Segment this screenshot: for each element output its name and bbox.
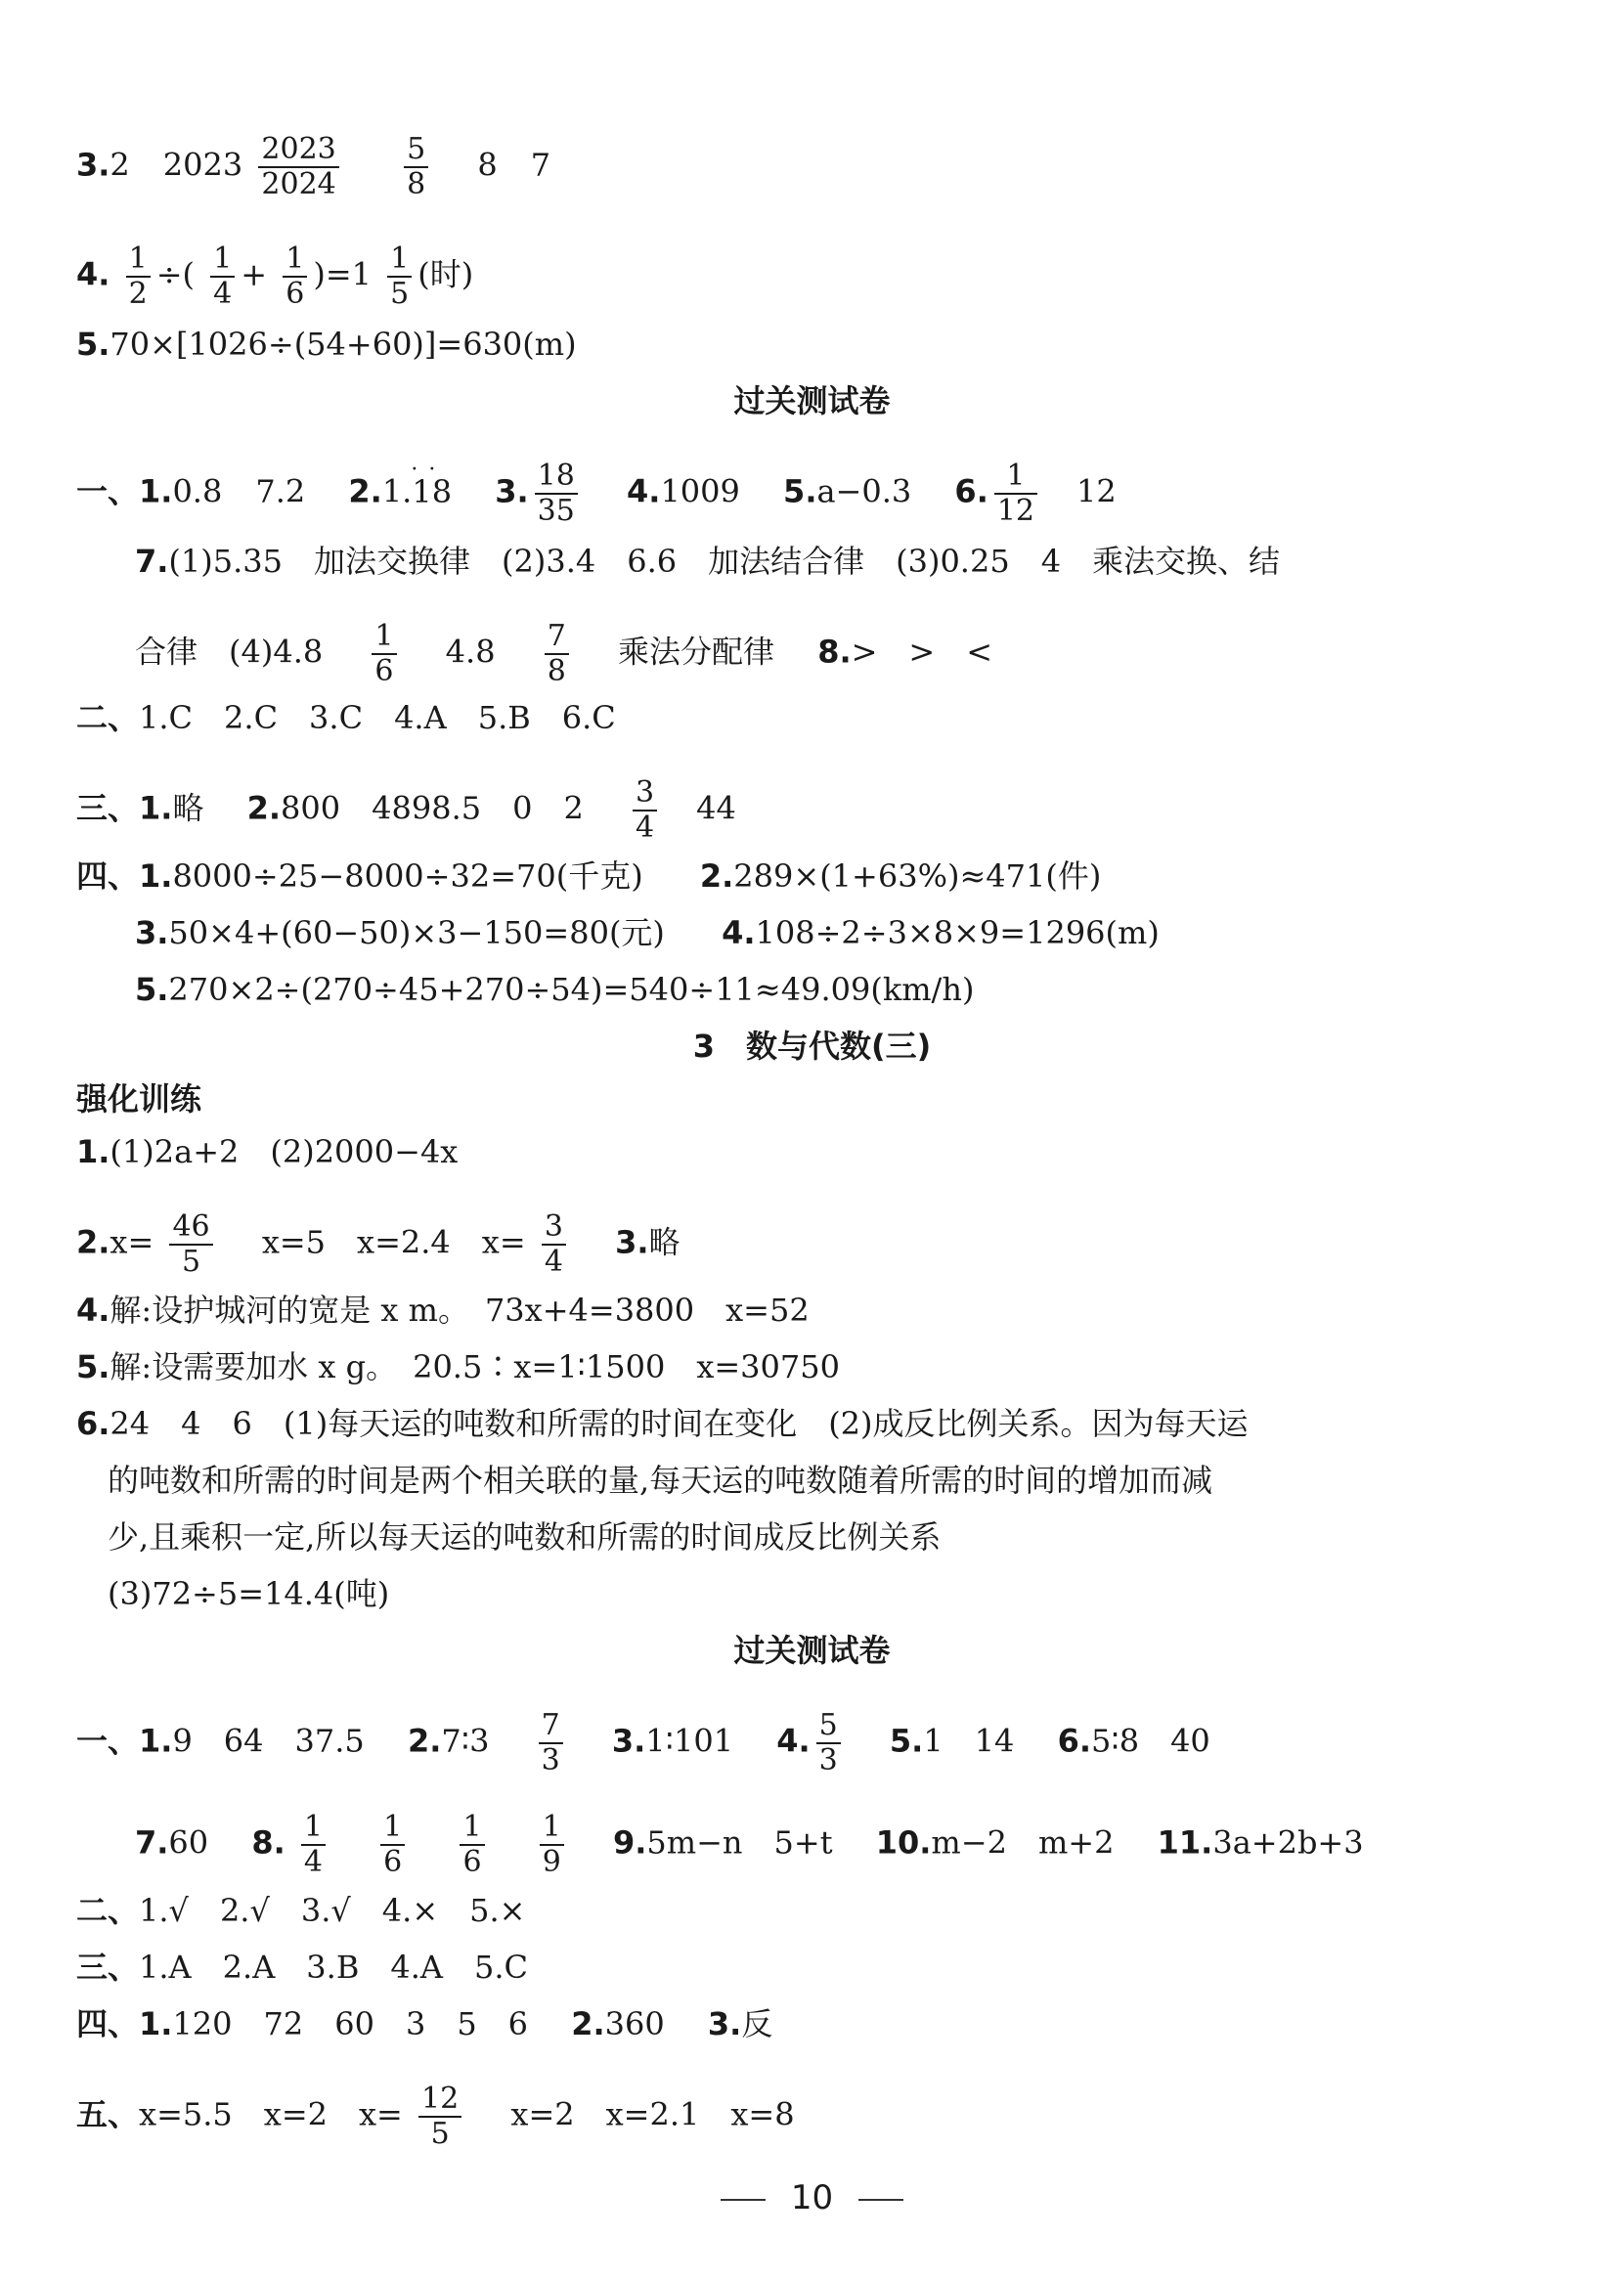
fraction: $\frac{7}{3}$ <box>539 1709 563 1777</box>
test2-row-2: 7.60 8. $\frac{1}{4}$ $\frac{1}{6}$ $\frac{1}{6}$ $\frac{1}{9}$ 9.5m−n 5+t 10.m−2 m+2 11.3a+2b+3 <box>135 1810 1364 1879</box>
test1-row-4: 二、1.C 2.C 3.C 4.A 5.B 6.C <box>76 699 616 736</box>
answer-q4: 4. $\frac{1}{2}$ ÷( $\frac{1}{4}$ + $\frac{1}{6}$ )=1 $\frac{1}{5}$ (时) <box>76 241 474 311</box>
fraction: $\frac{1}{4}$ <box>301 1811 326 1879</box>
page-number: 10 <box>0 2178 1624 2217</box>
chapter-title: 3 数与代数(三) <box>692 1028 932 1065</box>
fraction: $\frac{1}{6}$ <box>380 1811 405 1879</box>
section-title: 过关测试卷 <box>733 382 891 419</box>
fraction: $\frac{1}{12}$ <box>994 460 1037 528</box>
fraction: $\frac{3}{4}$ <box>542 1210 566 1279</box>
drill-row-1: 1.(1)2a+2 (2)2000−4x <box>76 1133 459 1170</box>
drill-row-4: 4.解:设护城河的宽是 x m。 73x+4=3800 x=52 <box>76 1292 810 1329</box>
drill-row-9: (3)72÷5=14.4(吨) <box>108 1575 390 1612</box>
fraction: $\frac{1}{5}$ <box>387 242 412 311</box>
test1-row-3: 合律 (4)4.8 $\frac{1}{6}$ 4.8 $\frac{7}{8}$ 乘法分配律 8.> > < <box>135 619 993 688</box>
fraction: $\frac{3}{4}$ <box>633 776 657 845</box>
fraction: $\frac{1}{6}$ <box>372 620 396 688</box>
test1-row-6: 四、1.8000÷25−8000÷32=70(千克) 2.289×(1+63%)≈471(件) <box>76 857 1102 895</box>
drill-row-7: 的吨数和所需的时间是两个相关联的量,每天运的吨数随着所需的时间的增加而减 <box>108 1462 1213 1499</box>
fraction: $\frac{1}{4}$ <box>210 242 235 311</box>
test2-row-4: 三、1.A 2.A 3.B 4.A 5.C <box>76 1949 529 1986</box>
test1-row-8: 5.270×2÷(270÷45+270÷54)=540÷11≈49.09(km/h) <box>135 971 975 1008</box>
answer-q3: 3.2 2023 $\frac{2023}{2024}$ $\frac{5}{8}$ 8 7 <box>76 132 551 201</box>
fraction: $\frac{5}{3}$ <box>816 1709 841 1777</box>
fraction: $\frac{2023}{2024}$ <box>258 133 338 201</box>
fraction: $\frac{12}{5}$ <box>418 2083 461 2151</box>
fraction: $\frac{1}{9}$ <box>540 1811 564 1879</box>
fraction: $\frac{7}{8}$ <box>545 620 569 688</box>
drill-row-5: 5.解:设需要加水 x g。 20.5∶x=1∶1500 x=30750 <box>76 1348 840 1385</box>
fraction: $\frac{18}{35}$ <box>535 460 578 528</box>
test1-row-7: 3.50×4+(60−50)×3−150=80(元) 4.108÷2÷3×8×9=1296(m) <box>135 914 1160 951</box>
fraction: $\frac{46}{5}$ <box>169 1210 212 1279</box>
fraction: $\frac{1}{2}$ <box>126 242 151 311</box>
drill-row-6: 6.24 4 6 (1)每天运的吨数和所需的时间在变化 (2)成反比例关系。因为每天运 <box>76 1405 1249 1442</box>
test1-row-1: 一、1.0.8 7.2 2.1.· · 18 3. $\frac{18}{35}$ 4.1009 5.a−0.3 6. $\frac{1}{12}$ 12 <box>76 460 1546 503</box>
drill-row-8: 少,且乘积一定,所以每天运的吨数和所需的时间成反比例关系 <box>108 1518 942 1556</box>
test1-row-2: 7.(1)5.35 加法交换律 (2)3.4 6.6 加法结合律 (3)0.25 4 乘法交换、结 <box>135 543 1281 580</box>
drill-row-2: 2.x= $\frac{46}{5}$ x=5 x=2.4 x= $\frac{3}{4}$ 3.略 <box>76 1209 680 1279</box>
test2-row-5: 四、1.120 72 60 3 5 6 2.360 3.反 <box>76 2005 773 2042</box>
fraction: $\frac{1}{6}$ <box>283 242 307 311</box>
section-title: 过关测试卷 <box>733 1632 891 1669</box>
test1-row-5: 三、1.略 2.800 4898.5 0 2 $\frac{3}{4}$ 44 <box>76 775 736 845</box>
test2-row-6: 五、x=5.5 x=2 x= $\frac{12}{5}$ x=2 x=2.1 x=8 <box>76 2082 795 2151</box>
fraction: $\frac{5}{8}$ <box>404 133 428 201</box>
drill-heading: 强化训练 <box>76 1080 202 1118</box>
test2-row-3: 二、1.√ 2.√ 3.√ 4.× 5.× <box>76 1892 526 1929</box>
test2-row-1: 一、1.9 64 37.5 2.7∶3 $\frac{7}{3}$ 3.1∶101 4. $\frac{5}{3}$ 5.1 14 6.5∶8 40 <box>76 1708 1210 1777</box>
answer-q5: 5.70×[1026÷(54+60)]=630(m) <box>76 326 577 363</box>
fraction: $\frac{1}{6}$ <box>460 1811 484 1879</box>
